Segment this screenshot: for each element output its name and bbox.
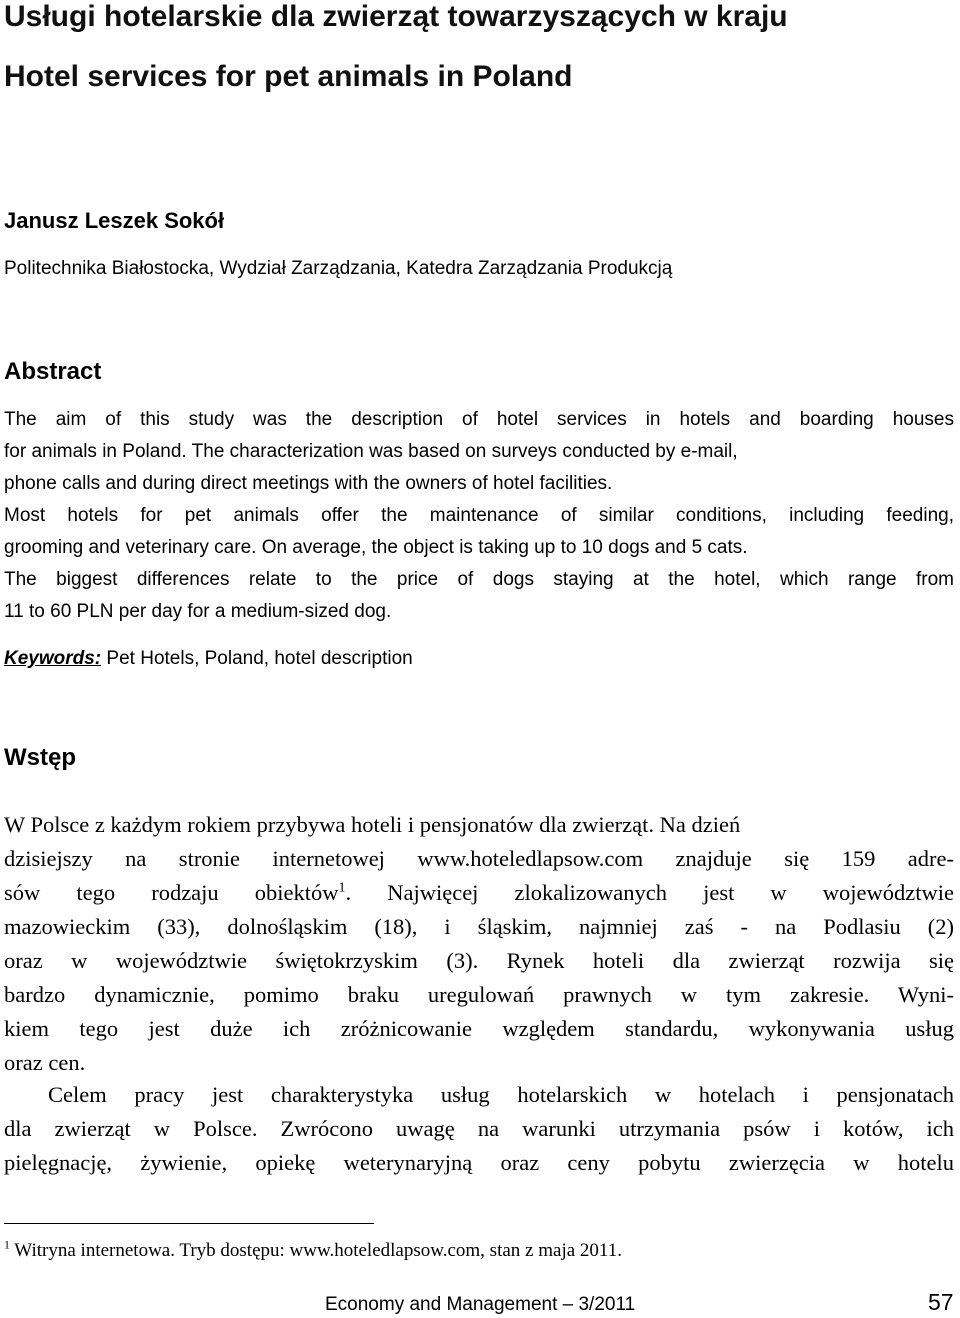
intro-paragraph-line: oraz cen. — [4, 1050, 86, 1075]
keywords-label: Keywords: — [4, 648, 102, 669]
footnote-reference: 1 — [338, 880, 346, 896]
intro-paragraph-line: kiem tego jest duże ich zróżnicowanie względem standardu, wykonywania usług — [4, 1016, 954, 1041]
intro-paragraph-line: dla zwierząt w Polsce. Zwrócono uwagę na warunki utrzymania psów i kotów, ich — [4, 1116, 954, 1141]
intro-paragraph-line: dzisiejszy na stronie internetowej www.hoteledlapsow.com znajduje się 159 adre- — [4, 846, 954, 871]
abstract-line: Most hotels for pet animals offer the maintenance of similar conditions, including feeding, — [4, 505, 954, 526]
abstract-line: The biggest differences relate to the price of dogs staying at the hotel, which range from — [4, 569, 954, 590]
footer-journal: Economy and Management – 3/2011 — [325, 1294, 636, 1315]
abstract-line: grooming and veterinary care. On average, the object is taking up to 10 dogs and 5 cats. — [4, 537, 748, 558]
intro-paragraph-line: Celem pracy jest charakterystyka usług hotelarskich w hotelach i pensjonatach — [48, 1082, 954, 1107]
intro-paragraph-line: bardzo dynamicznie, pomimo braku uregulowań prawnych w tym zakresie. Wyni- — [4, 982, 954, 1007]
keywords-text: Pet Hotels, Poland, hotel description — [101, 648, 413, 669]
abstract-heading: Abstract — [4, 358, 102, 385]
page-number: 57 — [928, 1289, 954, 1315]
abstract-line: phone calls and during direct meetings with the owners of hotel facilities. — [4, 473, 613, 494]
intro-paragraph-line: mazowieckim (33), dolnośląskim (18), i śląskim, najmniej zaś - na Podlasiu (2) — [4, 914, 954, 939]
intro-line-segment: sów tego rodzaju obiektów — [4, 880, 339, 905]
abstract-line: The aim of this study was the description of hotel services in hotels and boarding houses — [4, 409, 954, 430]
footnote-text: Witryna internetowa. Tryb dostępu: www.hoteledlapsow.com, stan z maja 2011. — [9, 1240, 622, 1261]
keywords-line — [4, 648, 413, 670]
paper-title-polish: Usługi hotelarskie dla zwierząt towarzyszących w kraju — [4, 0, 788, 33]
intro-paragraph-line: W Polsce z każdym rokiem przybywa hoteli i pensjonatów dla zwierząt. Na dzień — [4, 812, 741, 837]
intro-paragraph-line: oraz w województwie świętokrzyskim (3). Rynek hoteli dla zwierząt rozwija się — [4, 948, 954, 973]
intro-paragraph-line: pielęgnację, żywienie, opiekę weterynaryjną oraz ceny pobytu zwierzęcia w hotelu — [4, 1150, 954, 1175]
footnote — [4, 1240, 622, 1262]
footnote-number: 1 — [4, 1238, 10, 1252]
intro-heading: Wstęp — [4, 744, 76, 771]
footnote-separator — [4, 1223, 374, 1224]
abstract-line: for animals in Poland. The characterization was based on surveys conducted by e-mail, — [4, 441, 738, 462]
author-name: Janusz Leszek Sokół — [4, 208, 225, 233]
abstract-line: 11 to 60 PLN per day for a medium-sized dog. — [4, 601, 392, 622]
author-affiliation: Politechnika Białostocka, Wydział Zarządzania, Katedra Zarządzania Produkcją — [4, 258, 673, 279]
intro-line-segment: . Najwięcej zlokalizowanych jest w województwie — [345, 880, 954, 905]
paper-title-english: Hotel services for pet animals in Poland — [4, 60, 573, 93]
intro-paragraph-line — [4, 880, 954, 906]
